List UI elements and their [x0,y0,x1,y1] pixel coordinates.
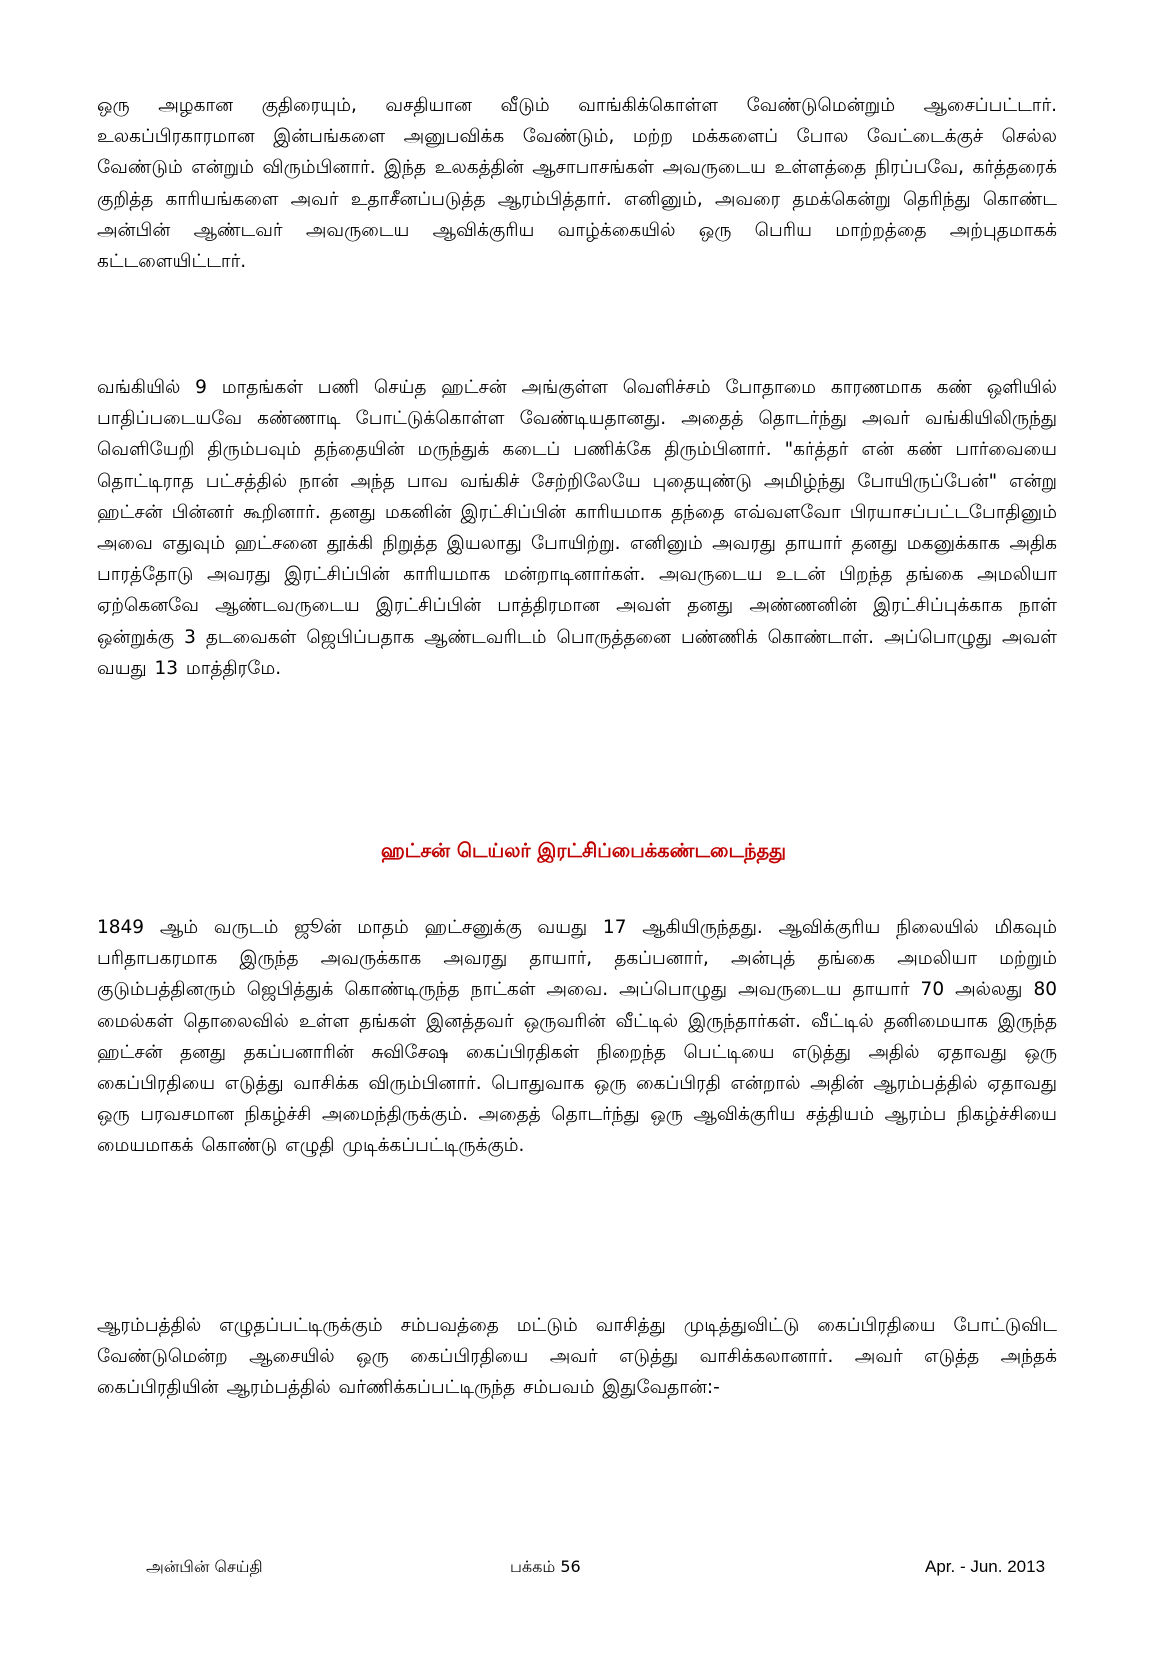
footer-magazine-name: அன்பின் செய்தி [146,1557,263,1576]
paragraph-3: 1849 ஆம் வருடம் ஜூன் மாதம் ஹட்சனுக்கு வயது 17 ஆகியிருந்தது. ஆவிக்குரிய நிலையில் மிகவும் பரிதாபகரமாக இருந்த அவருக்காக அவரது தாயார், தகப்பனார், அன்புத் தங்கை அமலியா மற்றும் குடும்பத்தினரும் ஜெபித்துக் கொண்டிருந்த நாட்கள் அவை. அப்பொழுது அவருடைய தாயார் 70 அல்லது 80 மைல்கள் தொலைவில் உள்ள தங்கள் இனத்தவர் ஒருவரின் வீட்டில் இருந்தார்கள். வீட்டில் தனிமையாக இருந்த ஹட்சன் தனது தகப்பனாரின் சுவிசேஷ கைப்பிரதிகள் நிறைந்த பெட்டியை எடுத்து அதில் ஏதாவது ஒரு கைப்பிரதியை எடுத்து வாசிக்க விரும்பினார். பொதுவாக ஒரு கைப்பிரதி என்றால் அதின் ஆரம்பத்தில் ஏதாவது ஒரு பரவசமான நிகழ்ச்சி அமைந்திருக்கும். அதைத் தொடர்ந்து ஒரு ஆவிக்குரிய சத்தியம் ஆரம்ப நிகழ்ச்சியை மையமாகக் கொண்டு எழுதி முடிக்கப்பட்டிருக்கும். [97,917,1057,1157]
footer-page-number: பக்கம் 56 [510,1557,581,1576]
footer-issue-date: Apr. - Jun. 2013 [925,1557,1046,1576]
page-footer [0,1552,1167,1582]
paragraph-2: வங்கியில் 9 மாதங்கள் பணி செய்த ஹட்சன் அங்குள்ள வெளிச்சம் போதாமை காரணமாக கண் ஒளியில் பாதிப்படையவே கண்ணாடி போட்டுக்கொள்ள வேண்டியதானது. அதைத் தொடர்ந்து அவர் வங்கியிலிருந்து வெளியேறி திரும்பவும் தந்தையின் மருந்துக் கடைப் பணிக்கே திரும்பினார். "கர்த்தர் என் கண் பார்வையை தொட்டிராத பட்சத்தில் நான் அந்த பாவ வங்கிச் சேற்றிலேயே புதையுண்டு அமிழ்ந்து போயிருப்பேன்" என்று ஹட்சன் பின்னர் கூறினார். தனது மகனின் இரட்சிப்பின் காரியமாக தந்தை எவ்வளவோ பிரயாசப்பட்டபோதினும் அவை எதுவும் ஹட்சனை தூக்கி நிறுத்த இயலாது போயிற்று. எனினும் அவரது தாயார் தனது மகனுக்காக அதிக பாரத்தோடு அவரது இரட்சிப்பின் காரியமாக மன்றாடினார்கள். அவருடைய உடன் பிறந்த தங்கை அமலியா ஏற்கெனவே ஆண்டவருடைய இரட்சிப்பின் பாத்திரமான அவள் தனது அண்ணனின் இரட்சிப்புக்காக நாள் ஒன்றுக்கு 3 தடவைகள் ஜெபிப்பதாக ஆண்டவரிடம் பொருத்தனை பண்ணிக் கொண்டாள். அப்பொழுது அவள் வயது 13 மாத்திரமே. [97,377,1057,679]
paragraph-1: ஒரு அழகான குதிரையும், வசதியான வீடும் வாங்கிக்கொள்ள வேண்டுமென்றும் ஆசைப்பட்டார். உலகப்பிரகாரமான இன்பங்களை அனுபவிக்க வேண்டும், மற்ற மக்களைப் போல வேட்டைக்குச் செல்ல வேண்டும் என்றும் விரும்பினார். இந்த உலகத்தின் ஆசாபாசங்கள் அவருடைய உள்ளத்தை நிரப்பவே, கர்த்தரைக் குறித்த காரியங்களை அவர் உதாசீனப்படுத்த ஆரம்பித்தார். எனினும், அவரை தமக்கென்று தெரிந்து கொண்ட அன்பின் ஆண்டவர் அவருடைய ஆவிக்குரிய வாழ்க்கையில் ஒரு பெரிய மாற்றத்தை அற்புதமாகக் கட்டளையிட்டார். [97,95,1057,273]
section-heading: ஹட்சன் டெய்லர் இரட்சிப்பைக்கண்டடைந்தது [380,839,787,862]
paragraph-4: ஆரம்பத்தில் எழுதப்பட்டிருக்கும் சம்பவத்தை மட்டும் வாசித்து முடித்துவிட்டு கைப்பிரதியை போட்டுவிட வேண்டுமென்ற ஆசையில் ஒரு கைப்பிரதியை அவர் எடுத்து வாசிக்கலானார். அவர் எடுத்த அந்தக் கைப்பிரதியின் ஆரம்பத்தில் வர்ணிக்கப்பட்டிருந்த சம்பவம் இதுவேதான்:- [97,1315,1057,1399]
